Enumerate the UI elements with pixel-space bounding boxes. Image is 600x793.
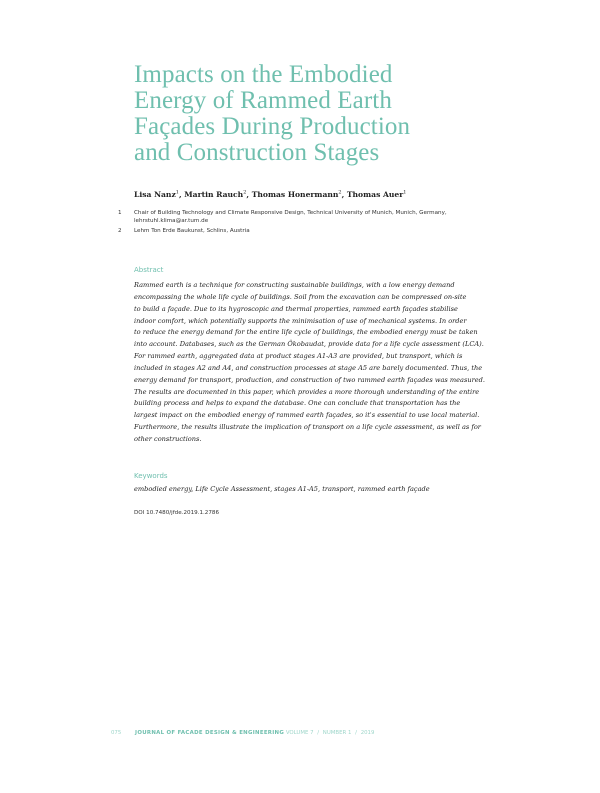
affiliation-number: 2: [118, 227, 122, 234]
affiliations: [118, 209, 518, 236]
author-list: [134, 189, 574, 199]
title-line: Façades During Production: [134, 113, 411, 140]
footer-separator: /: [355, 730, 357, 736]
affiliation-email: lehrstuhl.klima@ar.tum.de: [134, 218, 209, 225]
abstract-heading: Abstract: [134, 266, 164, 274]
abstract-line: included in stages A2 and A4, and construction processes at stage A5 are barely documented. Thus, the: [134, 363, 483, 372]
abstract-line: to reduce the energy demand for the entire life cycle of buildings, the embodied energy must be taken: [134, 328, 478, 337]
abstract-line: to build a façade. Due to its hygroscopic and thermal properties, rammed earth façades stabilise: [134, 304, 458, 313]
author: Martin Rauch$^2$,: [184, 189, 252, 199]
footer-year: 2019: [360, 730, 375, 736]
title-line: Energy of Rammed Earth: [134, 87, 392, 114]
abstract-line: Rammed earth is a technique for constructing sustainable buildings, with a low energy demand: [134, 281, 455, 289]
affiliation-text: Chair of Building Technology and Climate Responsive Design, Technical University of Munich, Munich, Germany,: [134, 210, 447, 216]
abstract-line: other constructions.: [134, 434, 202, 443]
affiliation: [118, 209, 518, 226]
title-line: Impacts on the Embodied: [134, 61, 393, 88]
page-number: 075: [111, 730, 122, 736]
paper-title: [134, 62, 554, 166]
author: Thomas Honermann$^2$,: [251, 189, 347, 199]
abstract-line: building process and helps to expand the database. One can conclude that transportation has the: [134, 399, 461, 408]
abstract-line: Furthermore, the results illustrate the implication of transport on a life cycle assessment, as well as for: [134, 423, 481, 432]
abstract-line: encompassing the whole life cycle of buildings. Soil from the excavation can be compressed on-site: [134, 292, 467, 301]
footer-number: NUMBER 1: [322, 730, 352, 736]
abstract-line: The results are documented in this paper, which provides a more thorough understanding of the entire: [134, 387, 480, 396]
footer-volume: VOLUME 7: [285, 730, 314, 736]
abstract-line: For rammed earth, aggregated data at product stages A1-A3 are provided, but transport, which is: [134, 352, 463, 361]
abstract-body: [134, 280, 526, 446]
keywords-heading: Keywords: [134, 472, 168, 480]
abstract-line: largest impact on the embodied energy of rammed earth façades, so it's essential to use local material.: [134, 411, 480, 420]
doi: DOI 10.7480/jfde.2019.1.2786: [134, 510, 220, 516]
author: Lisa Nanz$^1$,: [134, 189, 185, 199]
affiliation: [118, 227, 518, 235]
journal-name: JOURNAL OF FACADE DESIGN & ENGINEERING: [135, 730, 285, 736]
affiliation-text: Lehm Ton Erde Baukunst, Schlins, Austria: [134, 227, 250, 234]
affiliation-number: 1: [118, 210, 122, 216]
abstract-line: into account. Databases, such as the German Ökobaudat, provide data for a life cycle assessment (LCA).: [134, 340, 484, 349]
title-line: and Construction Stages: [134, 139, 380, 166]
keywords-text: embodied energy, Life Cycle Assessment, stages A1-A5, transport, rammed earth façade: [134, 485, 430, 493]
footer-separator: /: [317, 730, 320, 736]
abstract-line: energy demand for transport, production, and construction of two rammed earth façades was measured.: [134, 375, 485, 384]
page-footer: [111, 730, 374, 736]
abstract-line: indoor comfort, which potentially supports the minimisation of use of mechanical systems. In order: [134, 316, 467, 325]
author: Thomas Auer$^1$: [346, 189, 407, 199]
